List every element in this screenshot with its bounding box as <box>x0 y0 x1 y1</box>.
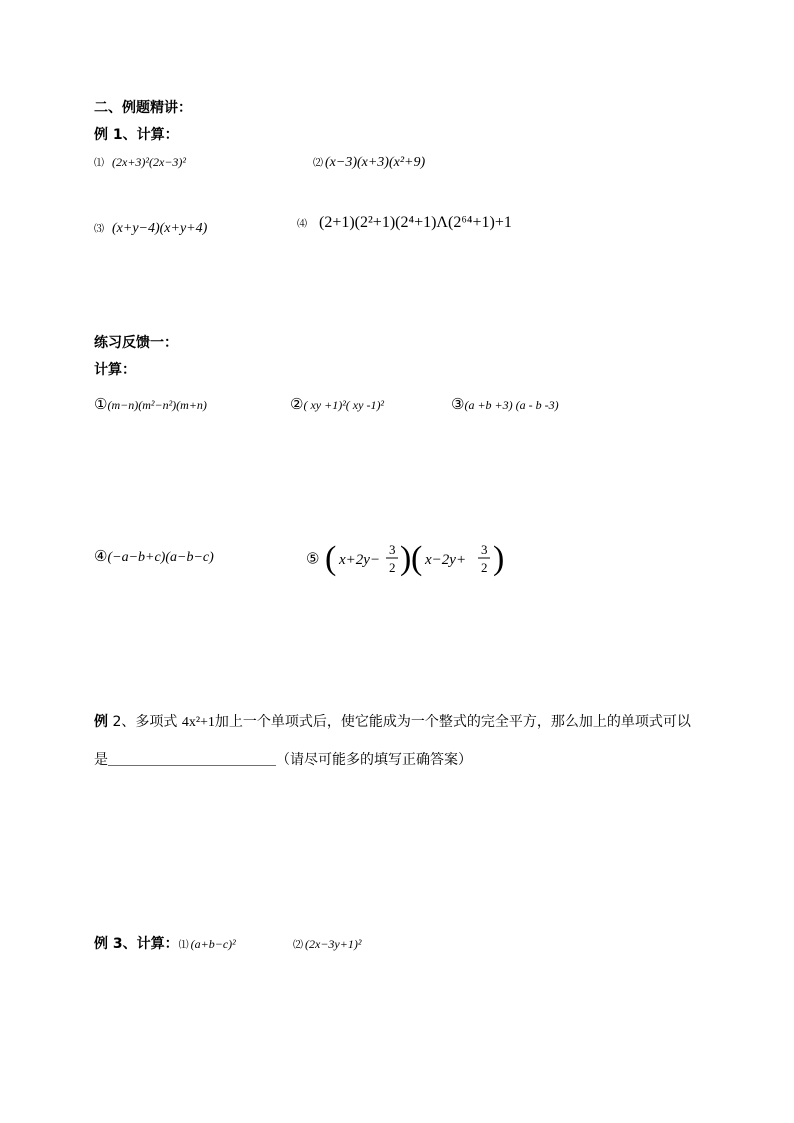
practice-question-4 <box>94 546 214 566</box>
example-2-polynomial: 4x²+1 <box>181 715 215 730</box>
example-1-problem-3 <box>94 217 207 237</box>
frac-den: 2 <box>480 560 488 575</box>
math-expression: (m−n)(m²−n²)(m+n) <box>107 398 207 412</box>
example-1-title: 例 1、计算： <box>94 127 179 143</box>
math-expression: (x+y−4)(x+y+4) <box>112 221 208 236</box>
practice-1-title: 练习反馈一： <box>94 335 178 351</box>
problem-number: ⑵ <box>313 158 323 169</box>
problem-number: ⑷ <box>297 219 307 230</box>
example-3-problem-2 <box>293 933 361 952</box>
example-2-line-2 <box>94 749 472 769</box>
practice-1-subtitle: 计算： <box>94 362 136 378</box>
example-2-number: 2 <box>108 714 122 730</box>
expr-part: x−2y+ <box>424 552 466 568</box>
example-1-problem-2 <box>313 151 425 171</box>
math-expression: (2x+3)²(2x−3)² <box>112 155 187 169</box>
math-expression: (a+b−c)² <box>190 937 236 951</box>
practice-question-2 <box>290 394 384 413</box>
example-1-problem-1 <box>94 151 186 170</box>
right-paren: ) <box>399 540 411 577</box>
expr-part: x+2y− <box>338 552 380 568</box>
answer-blank[interactable]: ＿＿＿＿＿＿＿＿＿＿＿＿ <box>108 752 276 768</box>
example-2-line-2-start: 是 <box>94 752 108 768</box>
problem-number: ⑴ <box>94 158 104 169</box>
question-number: ① <box>94 395 108 413</box>
math-expression: (a +b +3) (a - b -3) <box>464 398 559 412</box>
frac-den: 2 <box>388 560 396 575</box>
question-number: ④ <box>94 547 108 565</box>
example-2-line-1 <box>94 711 691 731</box>
practice-question-5 <box>306 538 510 580</box>
math-expression: (2x−3y+1)² <box>305 937 362 951</box>
problem-number: ⑴ <box>178 940 189 951</box>
math-expression: (2+1)(2²+1)(2⁴+1)Λ(2⁶⁴+1)+1 <box>319 214 512 231</box>
left-paren: ( <box>410 540 422 577</box>
problem-number: ⑵ <box>293 940 303 951</box>
problem-number: ⑶ <box>94 224 104 235</box>
example-2-text-before: 、多项式 <box>121 714 178 730</box>
left-paren: ( <box>324 540 336 577</box>
example-1-problem-4 <box>297 212 512 232</box>
example-3-title: 例 3、计算： <box>94 936 179 952</box>
frac-num: 3 <box>388 542 396 557</box>
frac-num: 3 <box>480 542 488 557</box>
example-3-row <box>94 933 236 953</box>
practice-question-3 <box>451 394 559 413</box>
math-expression: (−a−b+c)(a−b−c) <box>107 550 214 565</box>
right-paren: ) <box>492 540 504 577</box>
question-number: ② <box>290 395 304 413</box>
question-number: ③ <box>451 395 465 413</box>
question-number: ⑤ <box>306 549 320 568</box>
section-title: 二、例题精讲： <box>94 100 192 116</box>
math-expression: (x−3)(x+3)(x²+9) <box>325 155 426 170</box>
math-expression: ( xy +1)²( xy -1)² <box>303 398 385 412</box>
practice-question-1 <box>94 394 207 413</box>
example-2-label: 例 <box>94 714 108 730</box>
example-2-text-after: 加上一个单项式后，使它能成为一个整式的完全平方，那么加上的单项式可以 <box>214 714 691 730</box>
example-2-hint: （请尽可能多的填写正确答案） <box>276 752 472 768</box>
fraction-expression-svg <box>325 538 510 580</box>
